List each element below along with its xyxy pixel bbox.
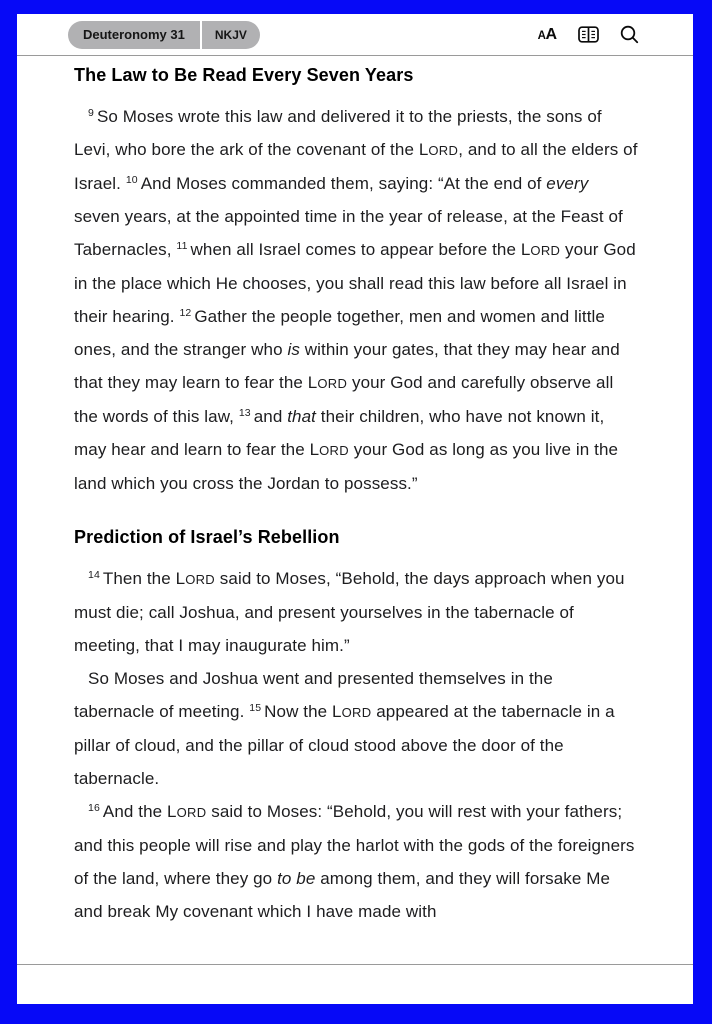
verse-number: 15 [249, 702, 262, 714]
bible-paragraph[interactable]: $^9$ So Moses wrote this law and delivered it to the priests, the sons of Levi, who bore the ark of the covenant of the LORD, and to all the elders of Israel. $^{10}$ And Moses commanded them, saying: “At the end of every seven years, at the appointed time in the year of release, at the Feast of Tabernacles, $^{11}$ when all Israel comes to appear before the LORD your God in the place which He chooses, you shall read this law before all Israel in their hearing. $^{12}$ Gather the people together, men and women and little ones, and the stranger who is within your gates, that they may hear and that they may learn to fear the LORD your God and carefully observe all the words of this law, $^{13}$ and that their children, who have not known it, may hear and learn to fear the LORD your God as long as you live in the land which you cross the Jordan to possess.” [74, 107, 638, 493]
italic-text: every [546, 174, 589, 193]
bible-paragraph[interactable]: $^{14}$ Then the LORD said to Moses, “Behold, the days approach when you must die; call Joshua, and present yourselves in the tabernacle of meeting, that I may inaugurate him.” [74, 569, 625, 655]
reader-content [17, 56, 693, 964]
verse-number: 10 [125, 174, 138, 186]
chapter-section [74, 525, 638, 928]
book-chapter-button[interactable] [68, 21, 200, 49]
lord-smallcaps: LORD [418, 140, 459, 159]
verse-number: 13 [238, 407, 251, 419]
verse-number: 14 [88, 569, 100, 581]
search-icon[interactable] [620, 25, 639, 44]
reference-pill-group [68, 21, 260, 49]
lord-smallcaps: LORD [332, 702, 372, 721]
bible-paragraph[interactable]: So Moses and Joshua went and presented themselves in the tabernacle of meeting. $^{15}$ Now the LORD appeared at the tabernacle in a pillar of cloud, and the pillar of cloud stood above the door of the tabernacle. [74, 669, 615, 788]
verse-number: 9 [88, 107, 94, 119]
lord-smallcaps: LORD [167, 802, 207, 821]
bottom-bar [17, 964, 693, 1004]
italic-text: that [287, 407, 316, 426]
section-heading: The Law to Be Read Every Seven Years [74, 65, 414, 85]
verse-number: 12 [179, 307, 192, 319]
italic-text: is [287, 340, 300, 359]
lord-smallcaps: LORD [175, 569, 215, 588]
lord-smallcaps: LORD [307, 373, 348, 392]
translation-button[interactable] [202, 21, 260, 49]
bible-app-page [17, 14, 693, 1004]
italic-text: to be [277, 869, 316, 888]
reader-book-icon[interactable] [578, 26, 599, 43]
verse-number: 11 [176, 240, 188, 252]
toolbar-icons [538, 25, 639, 44]
translation-label: NKJV [214, 27, 247, 42]
top-toolbar [17, 14, 693, 56]
book-chapter-label: Deuteronomy 31 [83, 27, 185, 42]
font-size-icon[interactable]: A A [537, 25, 557, 43]
lord-smallcaps: LORD [309, 440, 349, 459]
verse-number: 16 [88, 802, 100, 814]
lord-smallcaps: LORD [520, 240, 561, 259]
chapter-section [74, 63, 638, 500]
section-heading: Prediction of Israel’s Rebellion [74, 527, 340, 547]
bible-paragraph[interactable]: $^{16}$ And the LORD said to Moses: “Behold, you will rest with your fathers; and this people will rise and play the harlot with the gods of the foreigners of the land, where they go to be among them, and they will forsake Me and break My covenant which I have made with [74, 802, 635, 921]
